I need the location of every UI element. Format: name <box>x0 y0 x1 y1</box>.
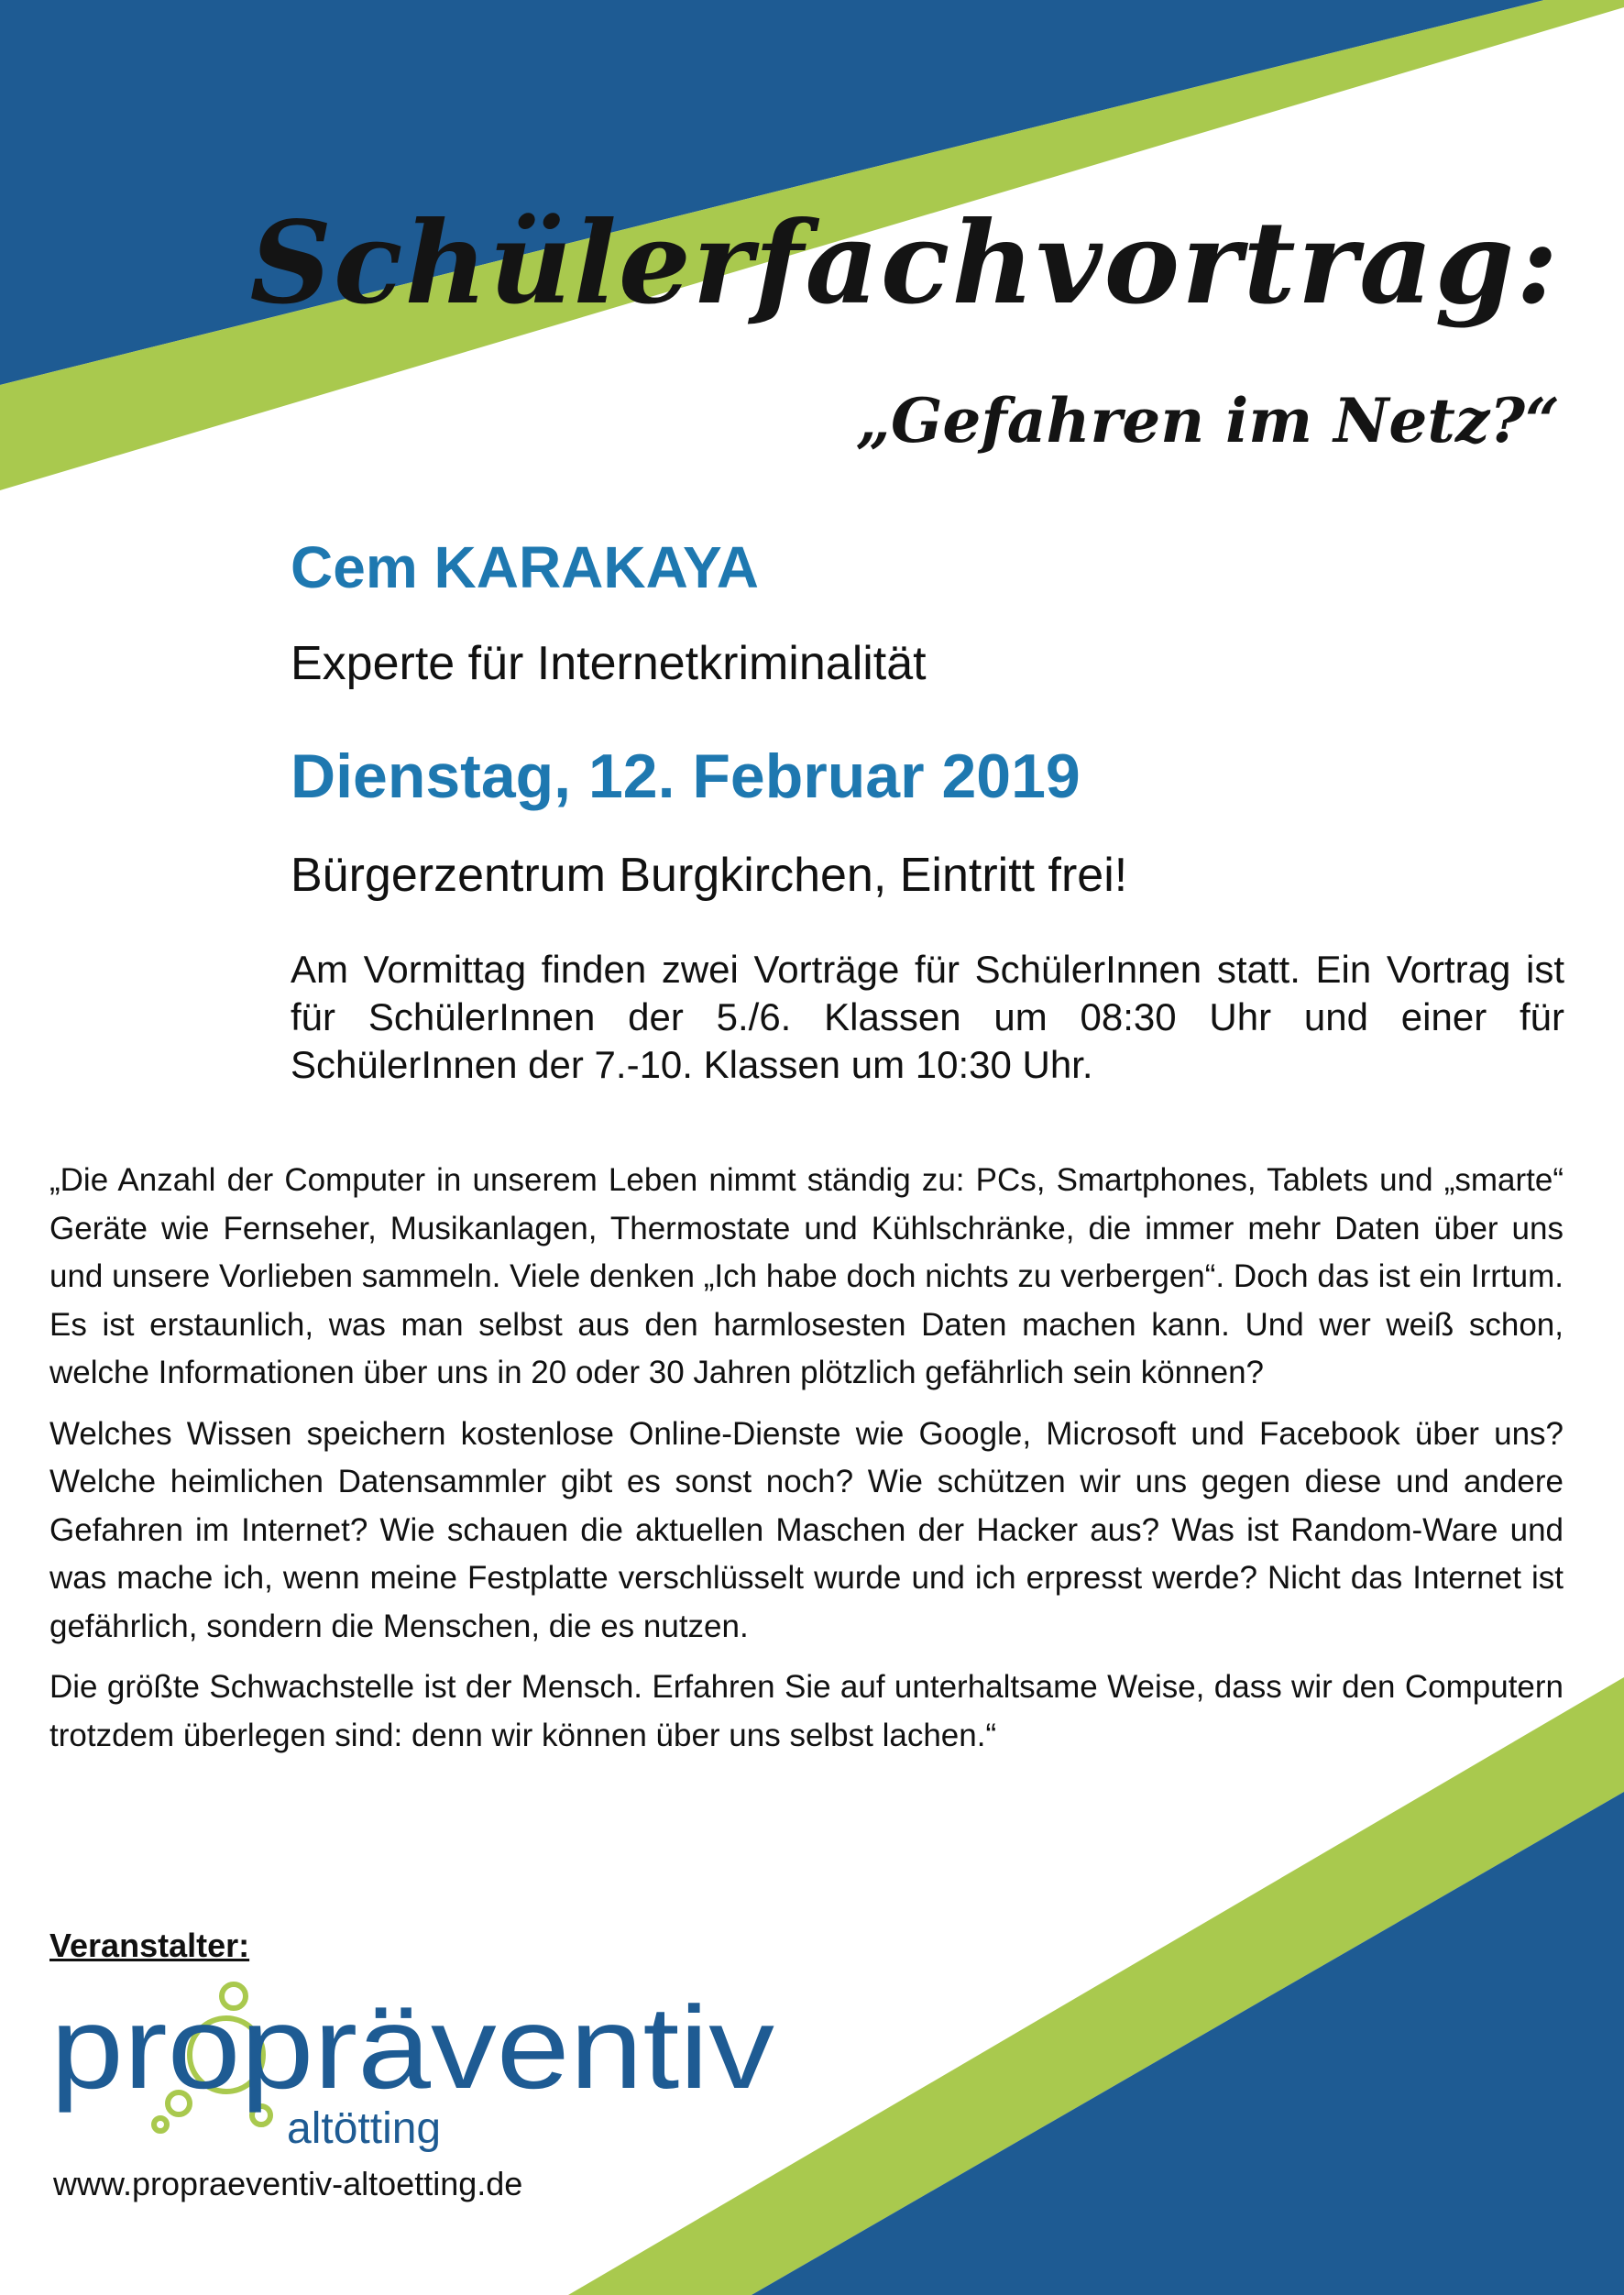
poster-title: Schülerfachvortrag: <box>249 197 1560 330</box>
logo-bubble-icon <box>154 2118 167 2131</box>
speaker-name: Cem KARAKAYA <box>291 534 759 600</box>
propraeventiv-logo <box>50 1980 784 2163</box>
description-paragraph: Welches Wissen speichern kostenlose Online-Dienste wie Google, Microsoft und Facebook über uns? Welche heimlichen Datensammler gibt es sonst noch? Wie schützen wir uns gegen diese und andere Gefahren im Internet? Wie schauen die aktuellen Maschen der Hacker aus? Was ist Random-Ware und was mache ich, wenn meine Festplatte verschlüsselt wurde und ich erpresst werde? Nicht das Internet ist gefährlich, sondern die Menschen, die es nutzen. <box>49 1415 1564 1644</box>
logo-location-text: altötting <box>287 2104 442 2153</box>
organizer-label: Veranstalter: <box>49 1927 250 1964</box>
description-paragraph: „Die Anzahl der Computer in unserem Leben nimmt ständig zu: PCs, Smartphones, Tablets und „smarte“ Geräte wie Fernseher, Musikanlagen, Thermostate und Kühlschränke, die immer mehr Daten über uns und unsere Vorlieben sammeln. Viele denken „Ich habe doch nichts zu verbergen“. Doch das ist ein Irrtum. Es ist erstaunlich, was man selbst aus den harmlosesten Daten machen kann. Und wer weiß schon, welche Informationen über uns in 20 oder 30 Jahren plötzlich gefährlich sein können? <box>49 1162 1564 1390</box>
logo-brand-text: propräventiv <box>50 1982 774 2114</box>
intro-paragraph: Am Vormittag finden zwei Vorträge für SchülerInnen statt. Ein Vortrag ist für SchülerInnen der 5./6. Klassen um 08:30 Uhr und einer für SchülerInnen der 7.-10. Klassen um 10:30 Uhr. <box>291 948 1564 1086</box>
description-text <box>49 1157 1564 1773</box>
event-venue: Bürgerzentrum Burgkirchen, Eintritt frei! <box>291 849 1128 902</box>
poster-subtitle: „Gefahren im Netz?“ <box>856 385 1560 456</box>
description-paragraph: Die größte Schwachstelle ist der Mensch. Erfahren Sie auf unterhaltsame Weise, dass wir den Computern trotzdem überlegen sind: denn wir können über uns selbst lachen.“ <box>49 1669 1564 1753</box>
speaker-role: Experte für Internetkriminalität <box>291 637 927 690</box>
website-link[interactable]: www.propraeventiv-altoetting.de <box>53 2165 523 2202</box>
event-date: Dienstag, 12. Februar 2019 <box>291 741 1081 811</box>
